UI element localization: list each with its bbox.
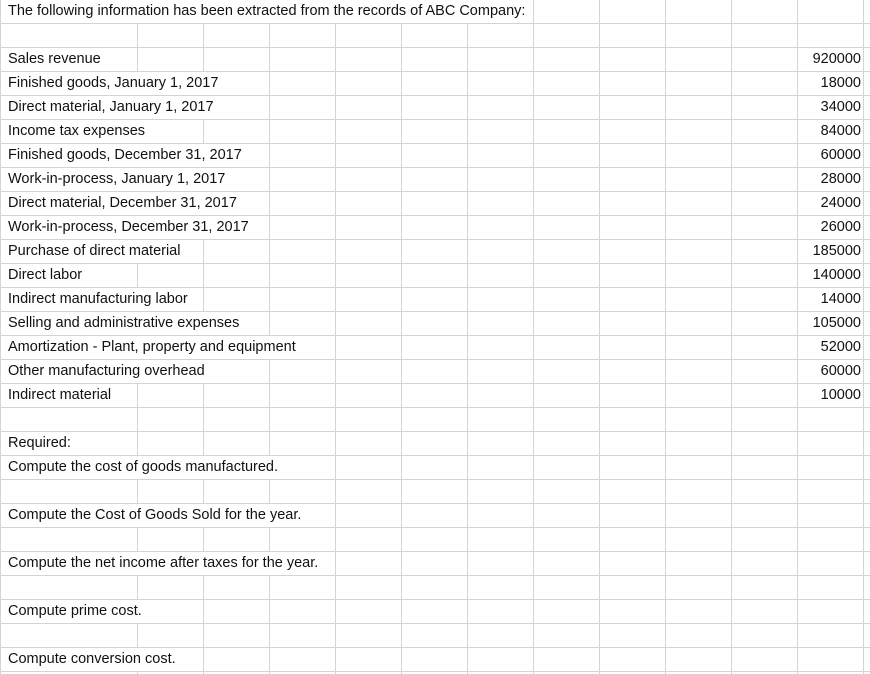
question-text[interactable]: Compute the net income after taxes for the year. [1, 552, 322, 575]
sheet-heading[interactable]: The following information has been extracted from the records of ABC Company: [1, 0, 529, 23]
item-value[interactable]: 105000 [809, 312, 861, 335]
question-row [1, 456, 870, 480]
item-value[interactable]: 18000 [817, 72, 861, 95]
table-row [1, 264, 870, 288]
item-value[interactable]: 52000 [817, 336, 861, 359]
table-row [1, 144, 870, 168]
item-value[interactable]: 140000 [809, 264, 861, 287]
item-value[interactable]: 84000 [817, 120, 861, 143]
item-value[interactable]: 60000 [817, 144, 861, 167]
item-value[interactable]: 10000 [817, 384, 861, 407]
sheet-row-blank [1, 480, 870, 504]
item-label[interactable]: Income tax expenses [1, 120, 149, 143]
item-value[interactable]: 185000 [809, 240, 861, 263]
item-value[interactable]: 28000 [817, 168, 861, 191]
table-row [1, 120, 870, 144]
item-label[interactable]: Direct material, December 31, 2017 [1, 192, 241, 215]
table-row [1, 48, 870, 72]
table-row [1, 168, 870, 192]
item-value[interactable]: 34000 [817, 96, 861, 119]
sheet-row [1, 432, 870, 456]
sheet-row-blank [1, 576, 870, 600]
table-row [1, 240, 870, 264]
item-label[interactable]: Work-in-process, January 1, 2017 [1, 168, 229, 191]
question-row [1, 600, 870, 624]
item-value[interactable]: 14000 [817, 288, 861, 311]
table-row [1, 336, 870, 360]
question-text[interactable]: Compute conversion cost. [1, 648, 180, 671]
item-value[interactable]: 60000 [817, 360, 861, 383]
sheet-row-blank [1, 24, 870, 48]
table-row [1, 72, 870, 96]
sheet-row-blank [1, 528, 870, 552]
table-row [1, 288, 870, 312]
table-row [1, 360, 870, 384]
required-label[interactable]: Required: [1, 432, 75, 455]
item-label[interactable]: Direct material, January 1, 2017 [1, 96, 218, 119]
item-label[interactable]: Direct labor [1, 264, 86, 287]
table-row [1, 312, 870, 336]
item-label[interactable]: Selling and administrative expenses [1, 312, 243, 335]
sheet-row [1, 0, 870, 24]
question-row [1, 552, 870, 576]
question-row [1, 504, 870, 528]
table-row [1, 96, 870, 120]
question-text[interactable]: Compute the Cost of Goods Sold for the year. [1, 504, 305, 527]
item-label[interactable]: Finished goods, January 1, 2017 [1, 72, 222, 95]
item-label[interactable]: Indirect manufacturing labor [1, 288, 192, 311]
table-row [1, 216, 870, 240]
item-value[interactable]: 920000 [809, 48, 861, 71]
item-value[interactable]: 26000 [817, 216, 861, 239]
item-label[interactable]: Amortization - Plant, property and equipment [1, 336, 300, 359]
item-label[interactable]: Sales revenue [1, 48, 105, 71]
table-row [1, 384, 870, 408]
question-row [1, 648, 870, 672]
question-text[interactable]: Compute the cost of goods manufactured. [1, 456, 282, 479]
item-value[interactable]: 24000 [817, 192, 861, 215]
table-row [1, 192, 870, 216]
item-label[interactable]: Other manufacturing overhead [1, 360, 209, 383]
sheet-row-blank [1, 408, 870, 432]
sheet-row-blank [1, 624, 870, 648]
item-label[interactable]: Purchase of direct material [1, 240, 184, 263]
item-label[interactable]: Work-in-process, December 31, 2017 [1, 216, 253, 239]
question-text[interactable]: Compute prime cost. [1, 600, 146, 623]
item-label[interactable]: Indirect material [1, 384, 115, 407]
item-label[interactable]: Finished goods, December 31, 2017 [1, 144, 246, 167]
